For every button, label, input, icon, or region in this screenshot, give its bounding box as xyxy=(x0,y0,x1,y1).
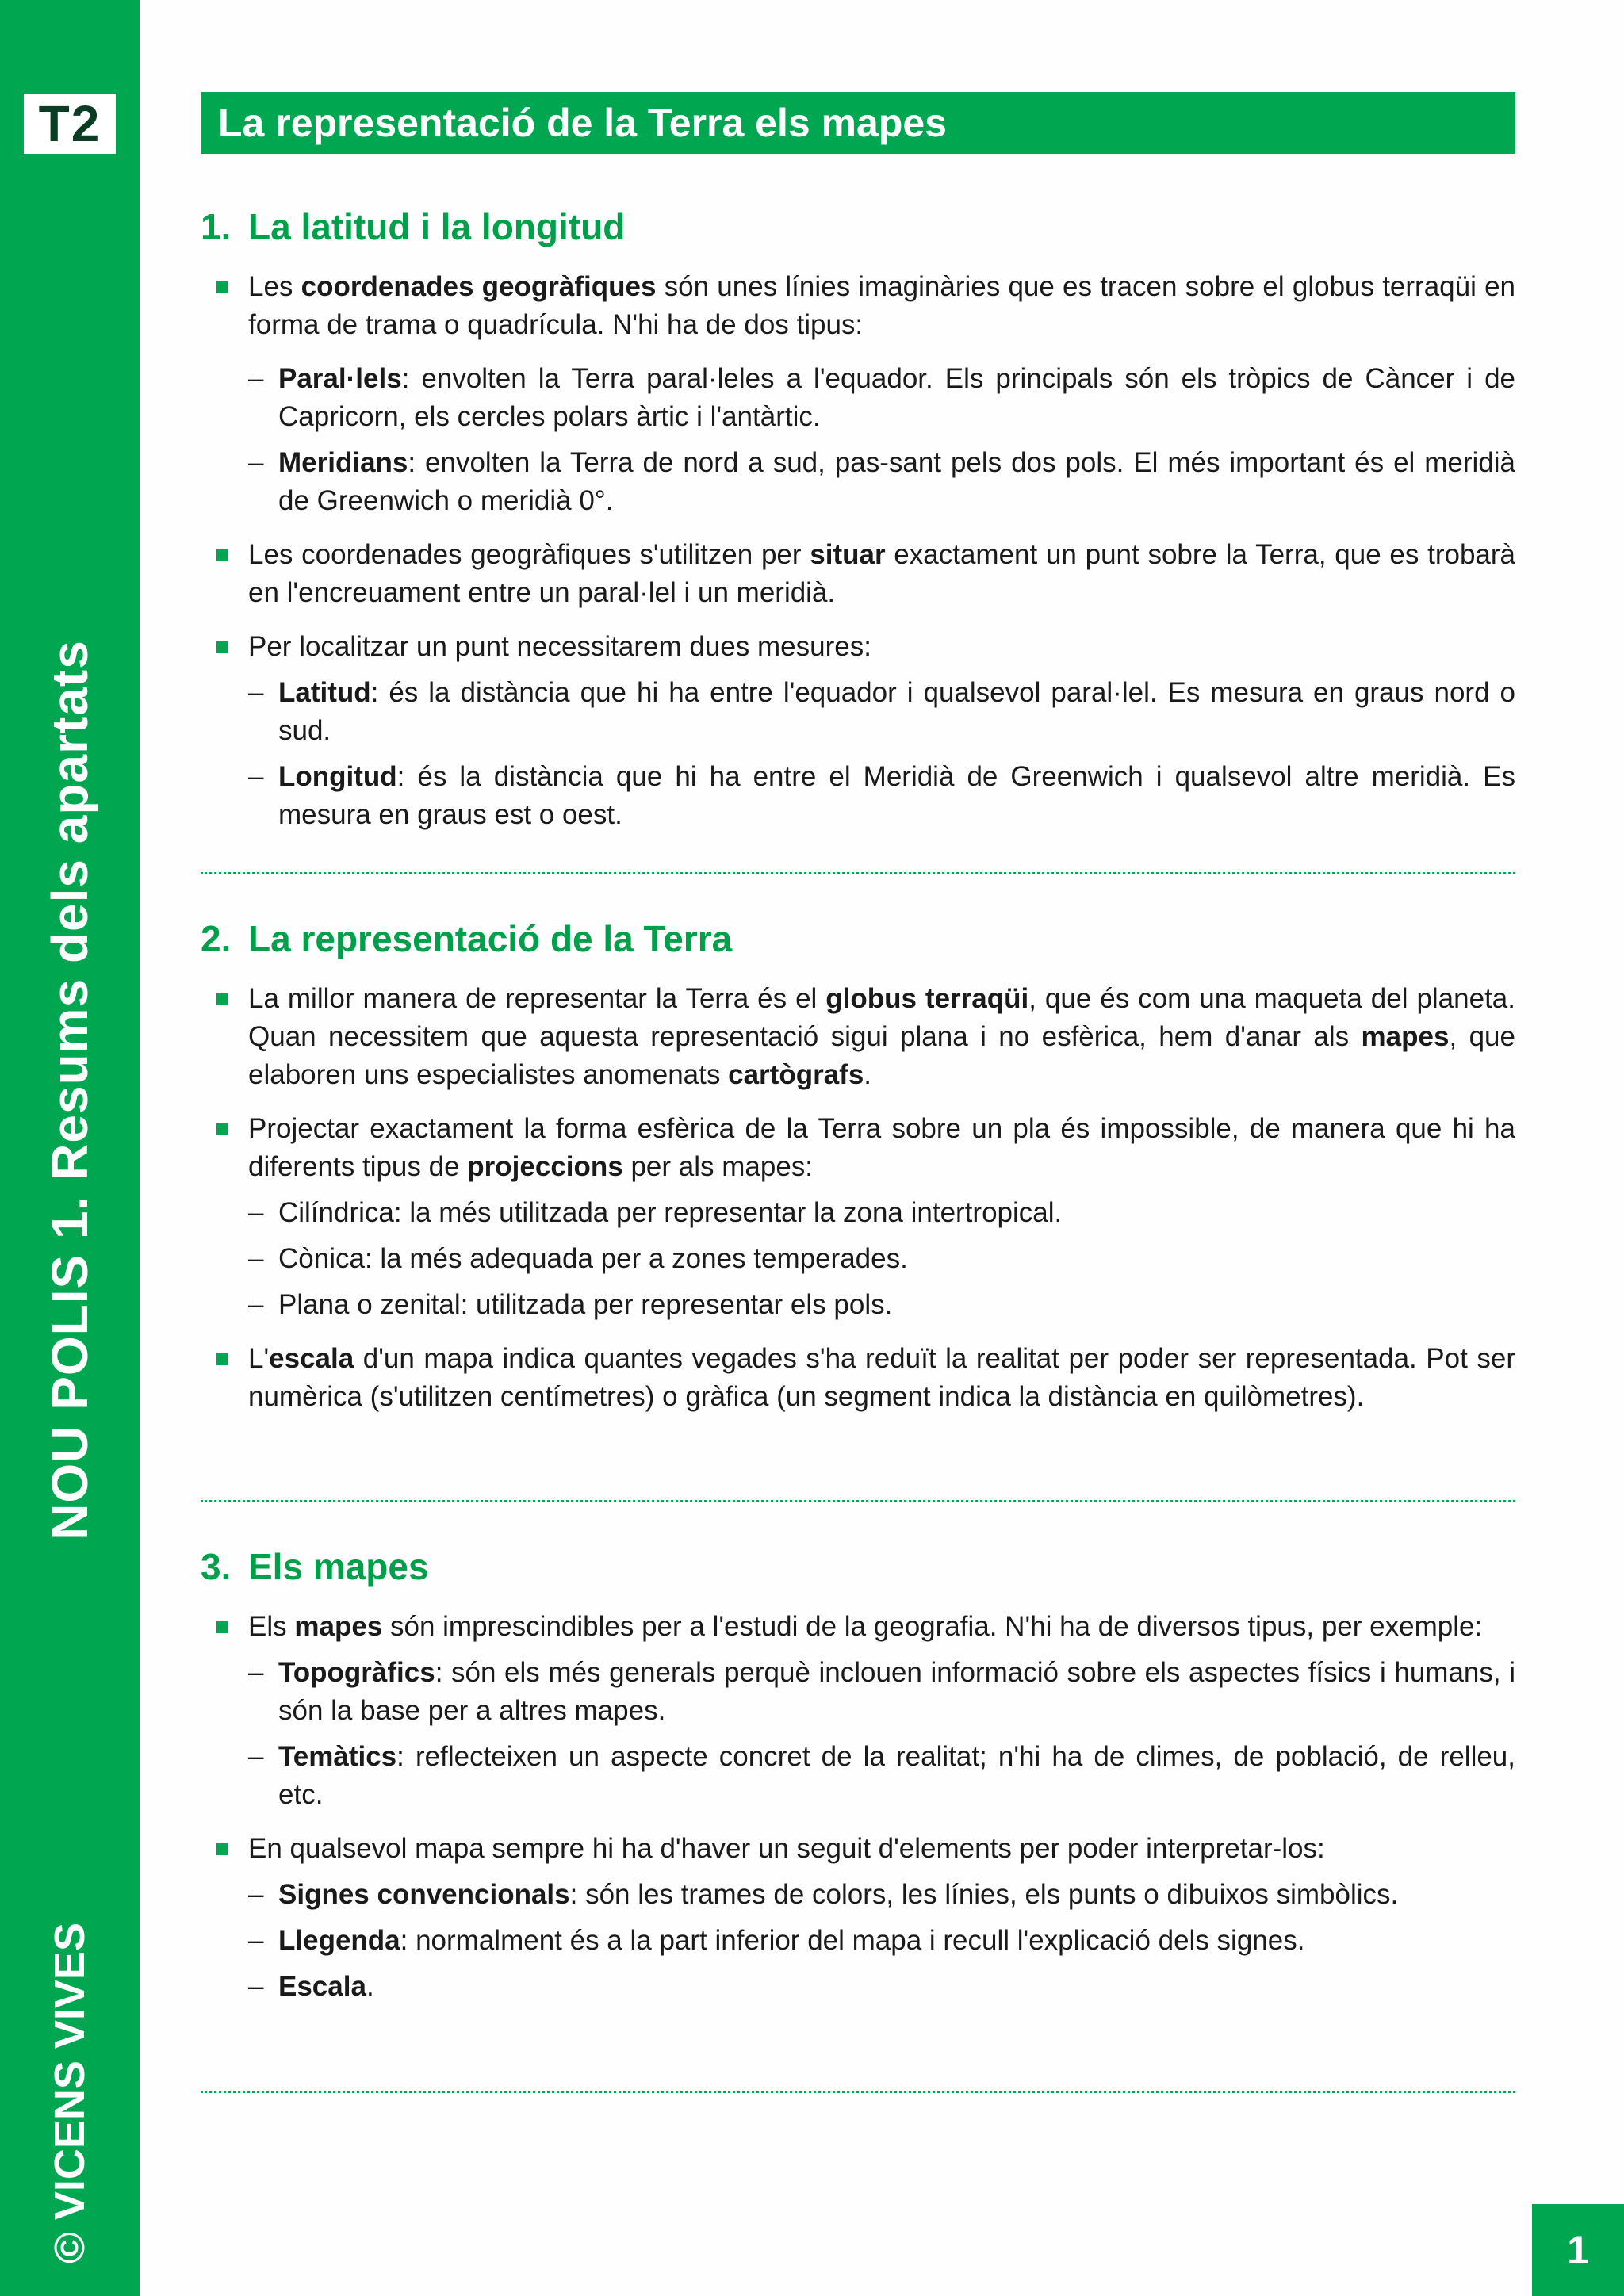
dash-item: – Escala. xyxy=(201,1968,1515,2006)
dash-item: – Temàtics: reflecteixen un aspecte concret de la realitat; n'hi ha de climes, de població, de relleu, etc. xyxy=(201,1738,1515,1814)
bullet-item: Les coordenades geogràfiques s'utilitzen per situar exactament un punt sobre la Terra, que es trobarà en l'encreuament entre un paral·lel i un meridià. xyxy=(201,536,1515,612)
section-1 xyxy=(201,203,1515,842)
dash-icon: – xyxy=(248,363,264,394)
square-bullet-icon xyxy=(216,1123,228,1135)
section-heading xyxy=(201,203,1515,251)
publisher-credit: © VICENS VIVES xyxy=(46,1923,94,2263)
section-2 xyxy=(201,915,1515,1432)
bullet-item: Les coordenades geogràfiques són unes línies imaginàries que es tracen sobre el globus terraqüi en forma de trama o quadrícula. N'hi ha de dos tipus: xyxy=(201,268,1515,344)
bullet-item: Per localitzar un punt necessitarem dues mesures: xyxy=(201,628,1515,666)
section-heading xyxy=(201,1543,1515,1590)
dash-item: – Meridians: envolten la Terra de nord a sud, pas-sant pels dos pols. El més important és el meridià de Greenwich o meridià 0°. xyxy=(201,444,1515,520)
dash-icon: – xyxy=(248,1197,264,1228)
dash-icon: – xyxy=(248,1971,264,2002)
square-bullet-icon xyxy=(216,549,228,561)
square-bullet-icon xyxy=(216,281,228,293)
dash-item: – Llegenda: normalment és a la part inferior del mapa i recull l'explicació dels signes. xyxy=(201,1922,1515,1960)
bullet-item: La millor manera de representar la Terra és el globus terraqüi, que és com una maqueta del planeta. Quan necessitem que aquesta representació sigui plana i no esfèrica, hem d'anar als mapes, que elaboren uns especialistes anomenats cartògrafs. xyxy=(201,980,1515,1094)
sidebar xyxy=(0,0,140,2296)
dash-icon: – xyxy=(248,1243,264,1274)
section-divider xyxy=(201,872,1515,874)
dash-item: – Longitud: és la distància que hi ha entre el Meridià de Greenwich i qualsevol altre meridià. Es mesura en graus est o oest. xyxy=(201,758,1515,834)
section-title: La representació de la Terra xyxy=(248,918,733,959)
dash-icon: – xyxy=(248,1879,264,1910)
dash-icon: – xyxy=(248,1289,264,1320)
section-number: 2. xyxy=(201,918,232,959)
bullet-item: Els mapes són imprescindibles per a l'estudi de la geografia. N'hi ha de diversos tipus, per exemple: xyxy=(201,1608,1515,1646)
dash-icon: – xyxy=(248,447,264,478)
dash-icon: – xyxy=(248,1741,264,1772)
dash-item: – Plana o zenital: utilitzada per representar els pols. xyxy=(201,1286,1515,1324)
dash-icon: – xyxy=(248,1925,264,1956)
dash-icon: – xyxy=(248,761,264,792)
dash-item: – Latitud: és la distància que hi ha entre l'equador i qualsevol paral·lel. Es mesura en graus nord o sud. xyxy=(201,674,1515,750)
dash-item: – Paral·lels: envolten la Terra paral·leles a l'equador. Els principals són els tròpics de Càncer i de Capricorn, els cercles polars àrtic i l'antàrtic. xyxy=(201,360,1515,436)
section-heading xyxy=(201,915,1515,962)
bullet-item: Projectar exactament la forma esfèrica de la Terra sobre un pla és impossible, de manera que hi ha diferents tipus de projeccions per als mapes: xyxy=(201,1110,1515,1186)
section-number: 3. xyxy=(201,1546,232,1587)
section-title: Els mapes xyxy=(248,1546,429,1587)
dash-item: – Cònica: la més adequada per a zones temperades. xyxy=(201,1240,1515,1278)
page-number: 1 xyxy=(1532,2204,1624,2296)
dash-icon: – xyxy=(248,1657,264,1688)
section-number: 1. xyxy=(201,206,232,247)
section-divider xyxy=(201,2091,1515,2093)
section-divider xyxy=(201,1500,1515,1502)
square-bullet-icon xyxy=(216,993,228,1005)
square-bullet-icon xyxy=(216,1843,228,1855)
bullet-item: En qualsevol mapa sempre hi ha d'haver un seguit d'elements per poder interpretar-los: xyxy=(201,1830,1515,1868)
chapter-tag: T2 xyxy=(24,94,116,154)
section-title: La latitud i la longitud xyxy=(248,206,626,247)
dash-item: – Signes convencionals: són les trames de colors, les línies, els punts o dibuixos simbòlics. xyxy=(201,1876,1515,1914)
square-bullet-icon xyxy=(216,641,228,653)
page-title: La representació de la Terra els mapes xyxy=(201,92,1515,154)
section-3 xyxy=(201,1543,1515,2014)
bullet-item: L'escala d'un mapa indica quantes vegades s'ha reduït la realitat per poder ser representada. Pot ser numèrica (s'utilitzen centímetres) o gràfica (un segment indica la distància en quilòmetres). xyxy=(201,1340,1515,1416)
dash-icon: – xyxy=(248,677,264,708)
dash-item: – Topogràfics: són els més generals perquè inclouen informació sobre els aspectes físics i humans, i són la base per a altres mapes. xyxy=(201,1654,1515,1730)
square-bullet-icon xyxy=(216,1621,228,1633)
dash-item: – Cilíndrica: la més utilitzada per representar la zona intertropical. xyxy=(201,1194,1515,1232)
vertical-book-title: NOU POLIS 1. Resums dels apartats xyxy=(41,640,98,1540)
square-bullet-icon xyxy=(216,1353,228,1365)
